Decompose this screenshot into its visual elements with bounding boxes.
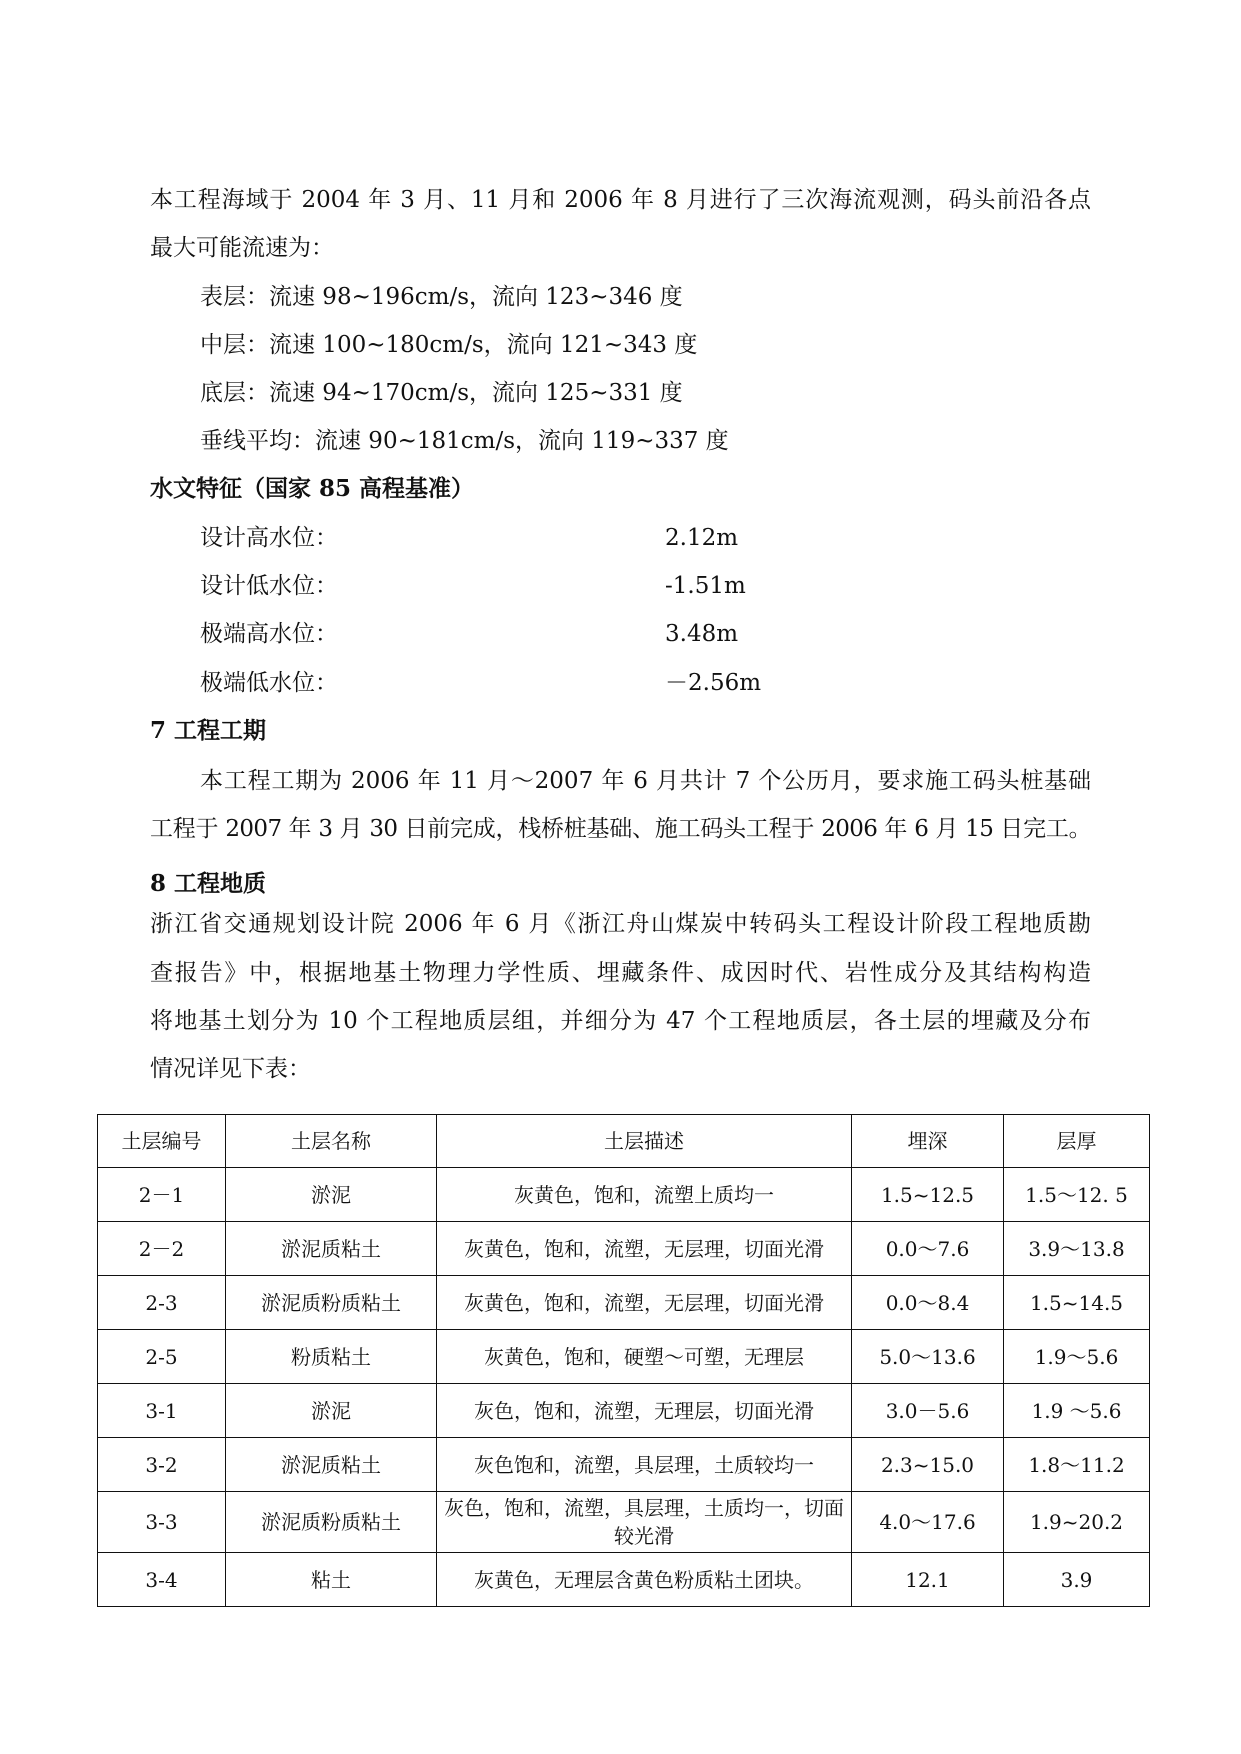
schedule-line-1: 本工程工期为 2006 年 11 月～2007 年 6 月共计 7 个公历月，要求施工码头桩基础 xyxy=(200,768,1091,794)
table-header-row xyxy=(98,1115,1150,1168)
cell-layer-description: 灰色，饱和，流塑，具层理，土质均一，切面较光滑 xyxy=(437,1492,852,1553)
cell-layer-thickness: 1.9 ～5.6 xyxy=(1004,1384,1150,1438)
table-row xyxy=(98,1384,1150,1438)
cell-layer-name: 淤泥 xyxy=(226,1168,437,1222)
cell-layer-thickness: 3.9 xyxy=(1004,1553,1150,1607)
table-row xyxy=(98,1438,1150,1492)
cell-burial-depth: 3.0－5.6 xyxy=(852,1384,1004,1438)
cell-layer-description: 灰黄色，饱和，硬塑～可塑，无理层 xyxy=(437,1330,852,1384)
cell-layer-name: 粉质粘土 xyxy=(226,1330,437,1384)
cell-layer-thickness: 1.5~14.5 xyxy=(1004,1276,1150,1330)
cell-layer-id: 3-3 xyxy=(98,1492,226,1553)
cell-layer-thickness: 1.9～5.6 xyxy=(1004,1330,1150,1384)
cell-layer-description: 灰黄色，饱和，流塑，无层理，切面光滑 xyxy=(437,1222,852,1276)
cell-layer-id: 2－1 xyxy=(98,1168,226,1222)
cell-layer-id: 3-2 xyxy=(98,1438,226,1492)
geology-heading: 8 工程地质 xyxy=(150,870,267,897)
cell-layer-name: 淤泥质粘土 xyxy=(226,1438,437,1492)
header-burial-depth: 埋深 xyxy=(852,1115,1004,1168)
cell-layer-id: 2-3 xyxy=(98,1276,226,1330)
cell-layer-description: 灰黄色，饱和，流塑上质均一 xyxy=(437,1168,852,1222)
header-layer-id: 土层编号 xyxy=(98,1115,226,1168)
cell-layer-name: 淤泥质粉质粘土 xyxy=(226,1492,437,1553)
current-paragraph-line-2: 最大可能流速为： xyxy=(150,235,334,261)
header-layer-thickness: 层厚 xyxy=(1004,1115,1150,1168)
current-layer-vertical-average: 垂线平均：流速 90~181cm/s，流向 119~337 度 xyxy=(200,428,729,454)
hydro-heading: 水文特征（国家 85 高程基准） xyxy=(150,475,475,502)
table-row xyxy=(98,1330,1150,1384)
current-layer-bottom: 底层：流速 94~170cm/s，流向 125~331 度 xyxy=(200,380,683,406)
cell-burial-depth: 1.5~12.5 xyxy=(852,1168,1004,1222)
geology-line-2: 查报告》中，根据地基土物理力学性质、埋藏条件、成因时代、岩性成分及其结构构造 xyxy=(150,960,1091,986)
table-row xyxy=(98,1492,1150,1553)
cell-layer-name: 淤泥质粉质粘土 xyxy=(226,1276,437,1330)
cell-layer-thickness: 1.9~20.2 xyxy=(1004,1492,1150,1553)
soil-layer-table xyxy=(97,1114,1150,1607)
cell-burial-depth: 4.0～17.6 xyxy=(852,1492,1004,1553)
hydro-label-design-low: 设计低水位： xyxy=(200,573,338,599)
cell-layer-thickness: 1.8～11.2 xyxy=(1004,1438,1150,1492)
current-layer-surface: 表层：流速 98~196cm/s，流向 123~346 度 xyxy=(200,284,683,310)
hydro-label-design-high: 设计高水位： xyxy=(200,525,338,551)
cell-burial-depth: 5.0～13.6 xyxy=(852,1330,1004,1384)
cell-layer-name: 淤泥质粘土 xyxy=(226,1222,437,1276)
cell-layer-id: 2-5 xyxy=(98,1330,226,1384)
schedule-heading: 7 工程工期 xyxy=(150,717,267,744)
geology-line-1: 浙江省交通规划设计院 2006 年 6 月《浙江舟山煤炭中转码头工程设计阶段工程地质勘 xyxy=(150,911,1091,937)
cell-layer-description: 灰色，饱和，流塑，无理层，切面光滑 xyxy=(437,1384,852,1438)
cell-layer-description: 灰黄色，无理层含黄色粉质粘土团块。 xyxy=(437,1553,852,1607)
cell-burial-depth: 2.3~15.0 xyxy=(852,1438,1004,1492)
table-row xyxy=(98,1168,1150,1222)
current-layer-middle: 中层：流速 100~180cm/s，流向 121~343 度 xyxy=(200,332,698,358)
hydro-label-extreme-high: 极端高水位： xyxy=(200,621,338,647)
hydro-value-extreme-high: 3.48m xyxy=(665,621,739,647)
table-row xyxy=(98,1553,1150,1607)
header-layer-name: 土层名称 xyxy=(226,1115,437,1168)
cell-layer-thickness: 1.5～12. 5 xyxy=(1004,1168,1150,1222)
cell-layer-description: 灰色饱和，流塑，具层理，土质较均一 xyxy=(437,1438,852,1492)
cell-layer-name: 淤泥 xyxy=(226,1384,437,1438)
cell-layer-name: 粘土 xyxy=(226,1553,437,1607)
hydro-label-extreme-low: 极端低水位： xyxy=(200,670,338,696)
table-row xyxy=(98,1276,1150,1330)
schedule-line-2: 工程于 2007 年 3 月 30 日前完成，栈桥桩基础、施工码头工程于 2006 年 6 月 15 日完工。 xyxy=(150,816,1091,842)
table-row xyxy=(98,1222,1150,1276)
current-paragraph-line-1: 本工程海域于 2004 年 3 月、11 月和 2006 年 8 月进行了三次海流观测，码头前沿各点 xyxy=(150,187,1091,213)
geology-line-4: 情况详见下表： xyxy=(150,1056,311,1082)
header-layer-description: 土层描述 xyxy=(437,1115,852,1168)
cell-layer-id: 2－2 xyxy=(98,1222,226,1276)
hydro-value-design-high: 2.12m xyxy=(665,525,739,551)
hydro-value-extreme-low: －2.56m xyxy=(665,670,762,696)
cell-burial-depth: 12.1 xyxy=(852,1553,1004,1607)
cell-layer-description: 灰黄色，饱和，流塑，无层理，切面光滑 xyxy=(437,1276,852,1330)
geology-line-3: 将地基土划分为 10 个工程地质层组，并细分为 47 个工程地质层，各土层的埋藏及分布 xyxy=(150,1008,1091,1034)
cell-burial-depth: 0.0～7.6 xyxy=(852,1222,1004,1276)
cell-burial-depth: 0.0～8.4 xyxy=(852,1276,1004,1330)
cell-layer-id: 3-4 xyxy=(98,1553,226,1607)
hydro-value-design-low: -1.51m xyxy=(665,573,746,599)
cell-layer-thickness: 3.9～13.8 xyxy=(1004,1222,1150,1276)
cell-layer-id: 3-1 xyxy=(98,1384,226,1438)
